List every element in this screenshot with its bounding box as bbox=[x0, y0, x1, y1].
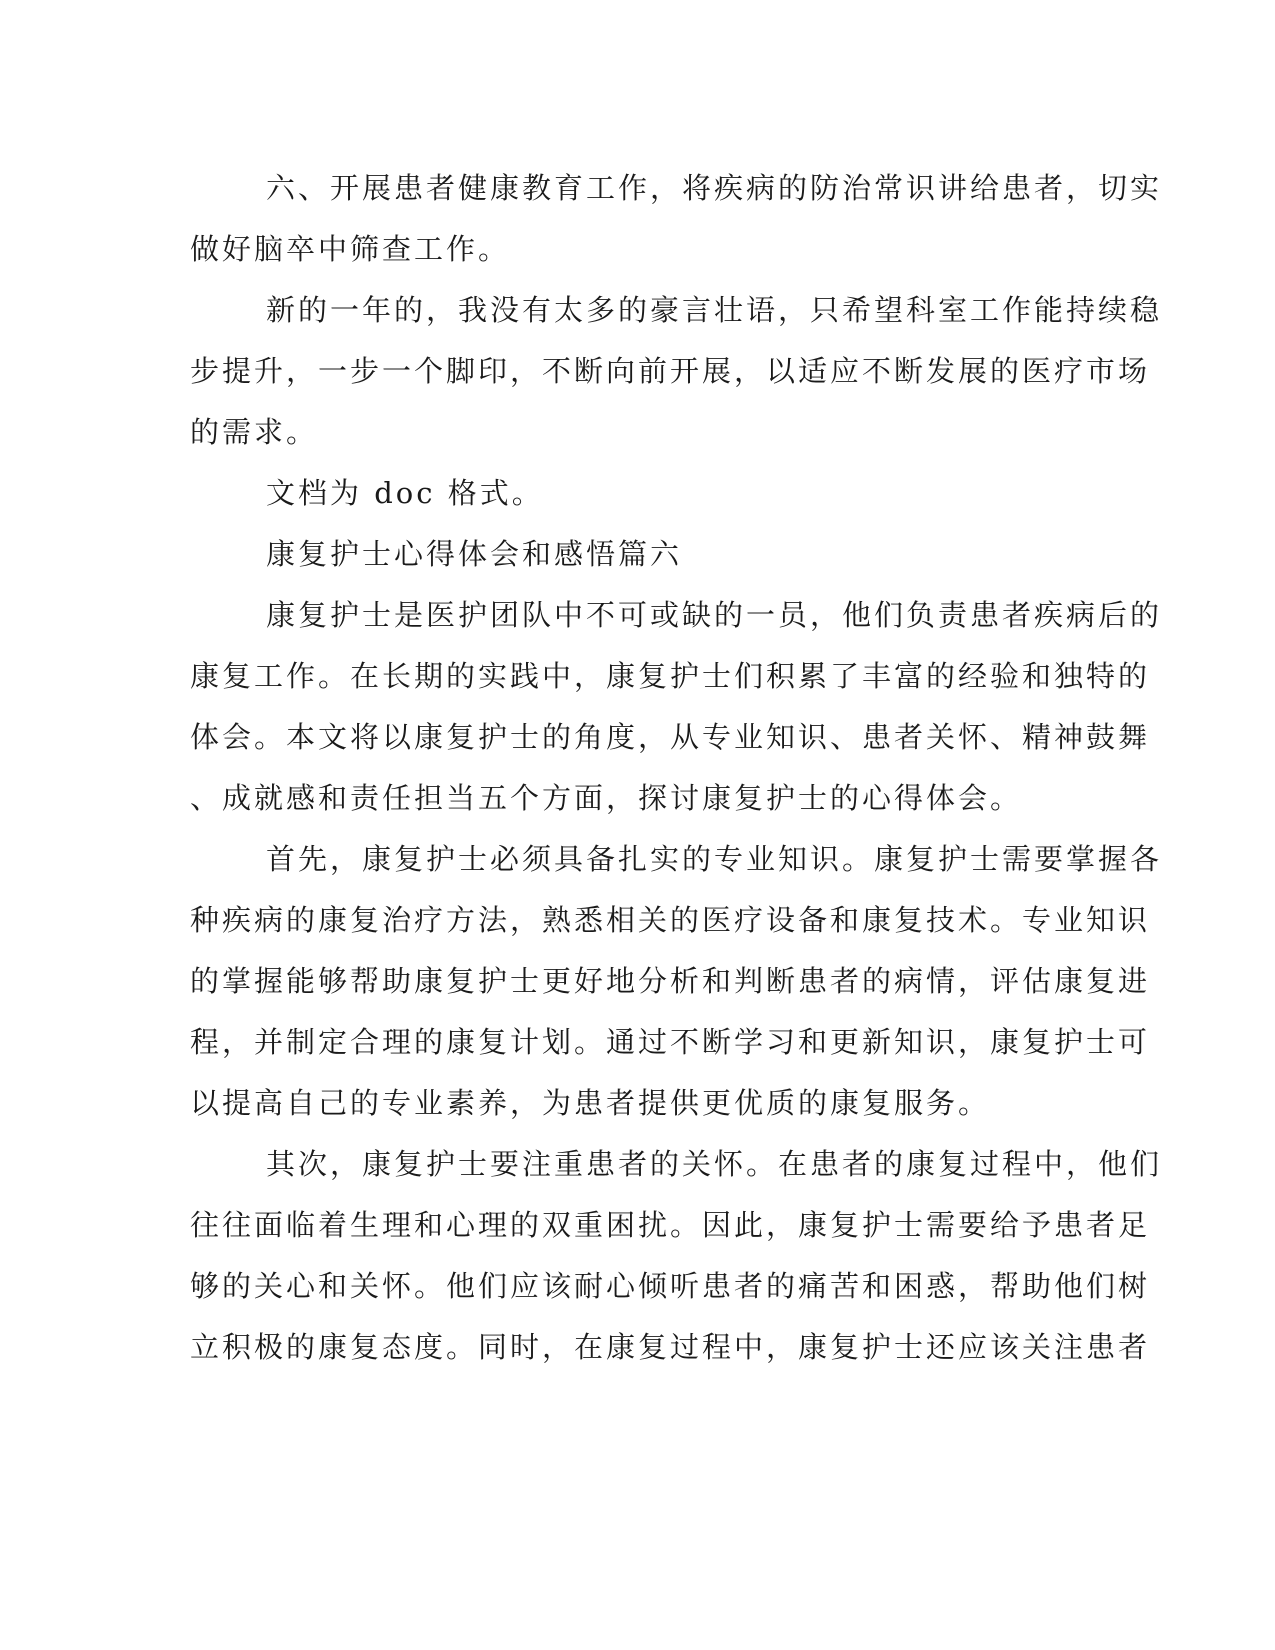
text-line: 其次，康复护士要注重患者的关怀。在患者的康复过程中，他们 bbox=[266, 1147, 1163, 1181]
text-line: 康复工作。在长期的实践中，康复护士们积累了丰富的经验和独特的 bbox=[190, 659, 1151, 693]
text-line: 康复护士是医护团队中不可或缺的一员，他们负责患者疾病后的 bbox=[266, 598, 1163, 632]
paragraph-doc-format bbox=[190, 463, 1080, 524]
document-body bbox=[190, 158, 1163, 1378]
text-line: 的需求。 bbox=[190, 415, 319, 449]
text-line: 以提高自己的专业素养，为患者提供更优质的康复服务。 bbox=[190, 1086, 991, 1120]
text-line: 种疾病的康复治疗方法，熟悉相关的医疗设备和康复技术。专业知识 bbox=[190, 903, 1151, 937]
paragraph-new-year bbox=[190, 280, 1163, 463]
paragraph-health-education bbox=[190, 158, 1163, 280]
text-line: 够的关心和关怀。他们应该耐心倾听患者的痛苦和困惑，帮助他们树 bbox=[190, 1269, 1151, 1303]
text-line: 体会。本文将以康复护士的角度，从专业知识、患者关怀、精神鼓舞 bbox=[190, 720, 1151, 754]
text-line: 的掌握能够帮助康复护士更好地分析和判断患者的病情，评估康复进 bbox=[190, 964, 1151, 998]
text-line: 步提升，一步一个脚印，不断向前开展，以适应不断发展的医疗市场 bbox=[190, 354, 1151, 388]
paragraph-professional-knowledge bbox=[190, 829, 1163, 1134]
text-line: 六、开展患者健康教育工作，将疾病的防治常识讲给患者，切实 bbox=[266, 171, 1163, 205]
section-heading bbox=[190, 524, 1080, 585]
text-line: 、成就感和责任担当五个方面，探讨康复护士的心得体会。 bbox=[190, 781, 1023, 815]
paragraph-patient-care bbox=[190, 1134, 1163, 1378]
text-line: 做好脑卒中筛查工作。 bbox=[190, 232, 511, 266]
text-line: 程，并制定合理的康复计划。通过不断学习和更新知识，康复护士可 bbox=[190, 1025, 1151, 1059]
paragraph-intro bbox=[190, 585, 1163, 829]
text-line: 新的一年的，我没有太多的豪言壮语，只希望科室工作能持续稳 bbox=[266, 293, 1163, 327]
text-line: 首先，康复护士必须具备扎实的专业知识。康复护士需要掌握各 bbox=[266, 842, 1163, 876]
heading-text: 康复护士心得体会和感悟篇六 bbox=[266, 537, 683, 571]
text-line: 立积极的康复态度。同时，在康复过程中，康复护士还应该关注患者 bbox=[190, 1330, 1151, 1364]
text-line: 文档为 doc 格式。 bbox=[266, 476, 544, 510]
text-line: 往往面临着生理和心理的双重困扰。因此，康复护士需要给予患者足 bbox=[190, 1208, 1151, 1242]
